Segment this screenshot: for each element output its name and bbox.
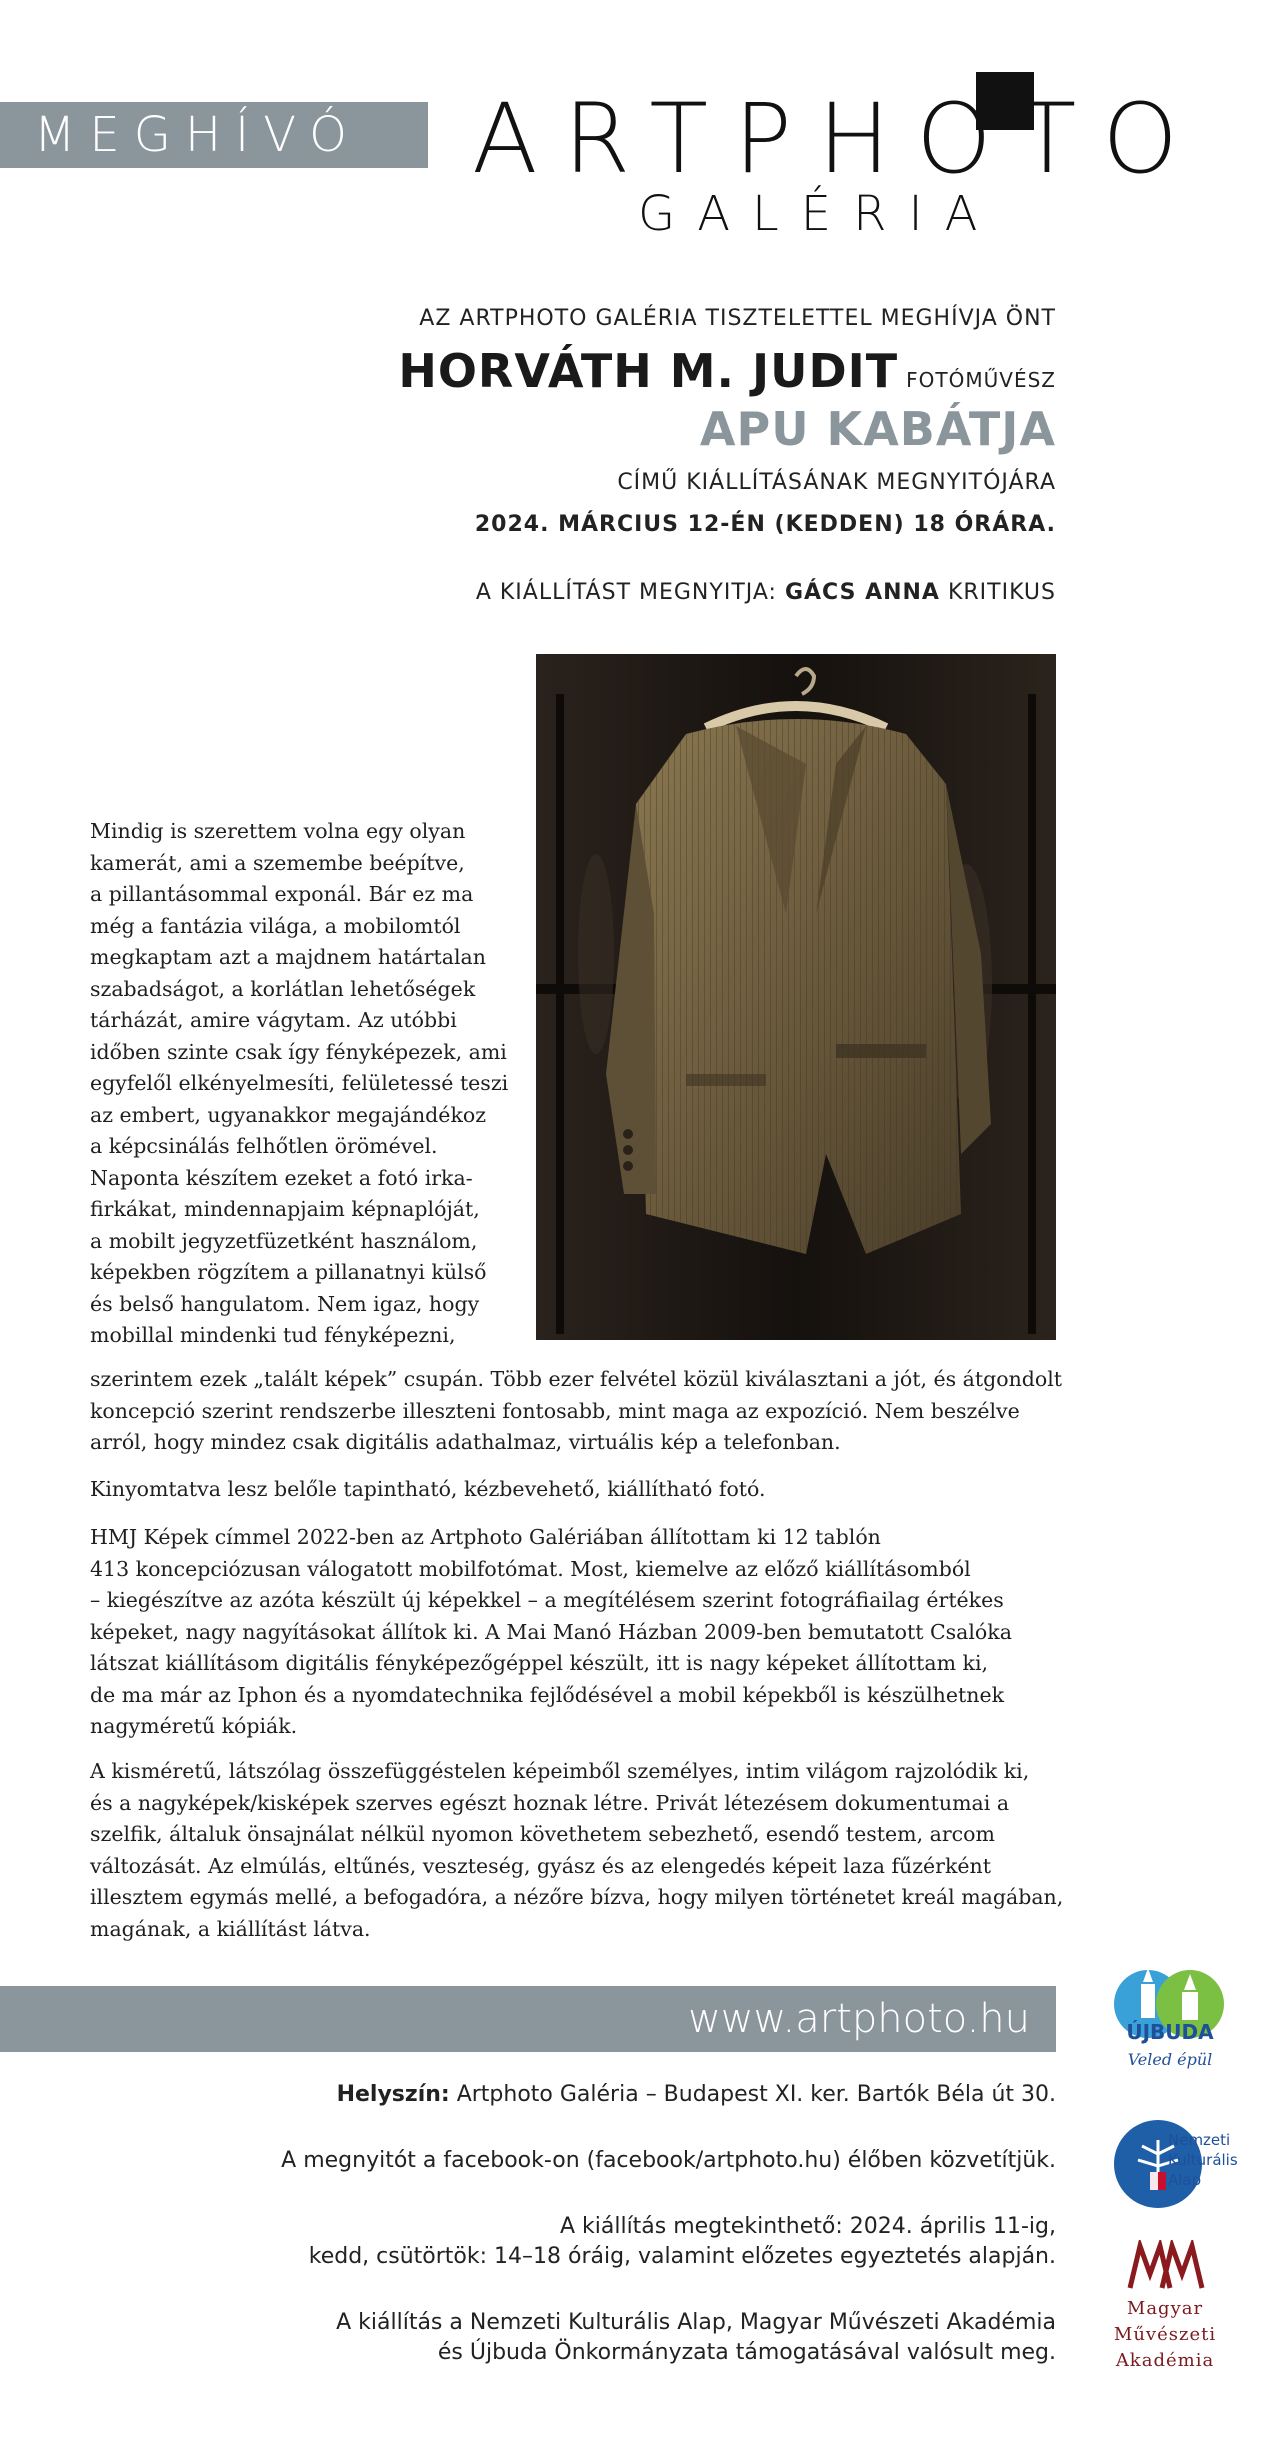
- essay-line: szabadságot, a korlátlan lehetőségek: [90, 976, 476, 1001]
- essay-line: illesztem egymás mellé, a befogadóra, a nézőre bízva, hogy milyen történetet kreál magában,: [90, 1885, 1064, 1909]
- essay-line: a pillantásommal exponál. Bár ez ma: [90, 882, 474, 906]
- exhibition-subtitle: CÍMŰ KIÁLLÍTÁSÁNAK MEGNYITÓJÁRA: [617, 470, 1056, 495]
- essay-line: – kiegészítve az azóta készült új képekkel – a megítélésem szerint fotográfiailag értékes: [90, 1588, 1004, 1612]
- essay-line: 413 koncepciózusan válogatott mobilfotómat. Most, kiemelve az előző kiállításomból: [90, 1556, 971, 1581]
- facebook-line: A megnyitót a facebook-on (facebook/artphoto.hu) élőben közvetítjük.: [281, 2148, 1056, 2173]
- venue-line: [337, 2080, 1056, 2110]
- hours-line-2: kedd, csütörtök: 14–18 óráig, valamint előzetes egyeztetés alapján.: [308, 2244, 1056, 2269]
- opener-name: GÁCS ANNA: [784, 580, 940, 605]
- support-statement: [336, 2308, 1056, 2368]
- essay-paragraph-3: [90, 1522, 1012, 1743]
- essay-line: változását. Az elmúlás, eltűnés, veszteség, gyász és az elengedés képeit laza fűzérként: [90, 1853, 991, 1878]
- essay-line: kamerát, ami a szemembe beépítve,: [90, 850, 465, 875]
- venue-text: Artphoto Galéria – Budapest XI. ker. Bartók Béla út 30.: [449, 2082, 1056, 2107]
- nka-name: [1168, 2130, 1278, 2190]
- jacket-photo: [536, 654, 1056, 1340]
- support-line-1: A kiállítás a Nemzeti Kulturális Alap, Magyar Művészeti Akadémia: [336, 2310, 1056, 2335]
- logo-artphoto: ARTPHOTO: [472, 83, 1204, 195]
- essay-line: szerintem ezek „talált képek” csupán. Több ezer felvétel közül kiválasztani a jót, és átgondolt: [90, 1367, 1063, 1391]
- essay-paragraph-1-column: [90, 816, 530, 1352]
- essay-line: megkaptam azt a majdnem határtalan: [90, 945, 486, 969]
- essay-paragraph-1-continued: [90, 1364, 1063, 1459]
- opener-line: [476, 580, 1056, 605]
- ujbuda-name: ÚJBUDA: [1126, 2020, 1214, 2044]
- nka-name-line: Alap: [1168, 2171, 1202, 2189]
- essay-line: mobillal mindenki tud fényképezni,: [90, 1323, 456, 1347]
- website-link[interactable]: www.artphoto.hu: [688, 1996, 1030, 2042]
- support-line-2: és Újbuda Önkormányzata támogatásával valósult meg.: [437, 2340, 1056, 2365]
- essay-line: a képcsinálás felhőtlen örömével.: [90, 1134, 438, 1158]
- essay-line: az embert, ugyanakkor megajándékoz: [90, 1102, 487, 1127]
- mma-name-line: Magyar: [1126, 2298, 1204, 2319]
- nka-name-line: Nemzeti: [1168, 2131, 1231, 2149]
- essay-paragraph-4: [90, 1756, 1063, 1945]
- opening-date: 2024. MÁRCIUS 12-ÉN (KEDDEN) 18 ÓRÁRA.: [474, 512, 1056, 537]
- mma-name-line: Akadémia: [1115, 2350, 1215, 2371]
- opener-prefix: A KIÁLLÍTÁST MEGNYITJA:: [475, 580, 777, 605]
- jacket-photo-illustration: [536, 654, 1056, 1340]
- invite-label: MEGHÍVÓ: [34, 107, 361, 163]
- artist-role: FOTÓMŰVÉSZ: [906, 368, 1056, 392]
- ujbuda-slogan: Veled épül: [1127, 2050, 1213, 2069]
- mma-name: [1090, 2296, 1240, 2374]
- essay-line: Mindig is szerettem volna egy olyan: [90, 819, 466, 843]
- nka-name-line: Kulturális: [1168, 2151, 1238, 2169]
- essay-line: időben szinte csak így fényképezek, ami: [90, 1039, 507, 1064]
- essay-line: képekben rögzítem a pillanatnyi külső: [90, 1260, 487, 1284]
- essay-line: firkákat, mindennapjaim képnaplóját,: [90, 1197, 480, 1221]
- essay-line: látszat kiállításom digitális fényképezőgéppel készült, itt is nagy képeket állítottam ki,: [90, 1651, 989, 1675]
- artist-line: [398, 344, 1056, 398]
- intro-line: AZ ARTPHOTO GALÉRIA TISZTELETTEL MEGHÍVJA ÖNT: [419, 306, 1056, 331]
- essay-line: HMJ Képek címmel 2022-ben az Artphoto Galériában állítottam ki 12 tablón: [90, 1525, 881, 1549]
- hours-line-1: A kiállítás megtekinthető: 2024. április 11-ig,: [559, 2214, 1056, 2239]
- essay-line: a mobilt jegyzetfüzetként használom,: [90, 1228, 478, 1253]
- artist-name: HORVÁTH M. JUDIT: [398, 344, 899, 398]
- essay-line: koncepció szerint rendszerbe illeszteni fontosabb, mint maga az expozíció. Nem beszélve: [90, 1398, 1020, 1423]
- exhibition-title: APU KABÁTJA: [699, 402, 1056, 456]
- essay-line: még a fantázia világa, a mobilomtól: [90, 913, 461, 938]
- essay-line: tárházát, amire vágytam. Az utóbbi: [90, 1008, 457, 1032]
- logo-galeria: GALÉRIA: [638, 186, 1000, 242]
- essay-line: szelfik, általuk önsajnálat nélkül nyomon követhetem sebezhető, esendő testem, arcom: [90, 1822, 995, 1846]
- essay-line: A kisméretű, látszólag összefüggéstelen képeimből személyes, intim világom rajzolódik ki,: [90, 1759, 1030, 1783]
- essay-line: magának, a kiállítást látva.: [90, 1916, 371, 1941]
- essay-line: nagyméretű kópiák.: [90, 1714, 298, 1738]
- essay-line: egyfelől elkényelmesíti, felületessé teszi: [90, 1071, 509, 1095]
- mma-name-line: Művészeti: [1113, 2324, 1217, 2345]
- opening-hours: [309, 2212, 1056, 2272]
- opener-role: KRITIKUS: [947, 580, 1056, 605]
- venue-label: Helyszín:: [336, 2082, 450, 2107]
- essay-line: és a nagyképek/kisképek szerves egészt hoznak létre. Privát létezésem dokumentumai a: [90, 1790, 1010, 1815]
- essay-line: és belső hangulatom. Nem igaz, hogy: [90, 1291, 480, 1316]
- essay-line: Naponta készítem ezeket a fotó irka-: [90, 1165, 473, 1190]
- essay-line: képeket, nagy nagyításokat állítok ki. A Mai Manó Házban 2009-ben bemutatott Csalóka: [90, 1619, 1012, 1644]
- essay-paragraph-2: Kinyomtatva lesz belőle tapintható, kézbevehető, kiállítható fotó.: [90, 1477, 766, 1501]
- essay-line: arról, hogy mindez csak digitális adathalmaz, virtuális kép a telefonban.: [90, 1430, 841, 1454]
- essay-line: de ma már az Iphon és a nyomdatechnika fejlődésével a mobil képekből is készülhetnek: [90, 1682, 1005, 1707]
- mma-logo-mark: [1126, 2240, 1206, 2292]
